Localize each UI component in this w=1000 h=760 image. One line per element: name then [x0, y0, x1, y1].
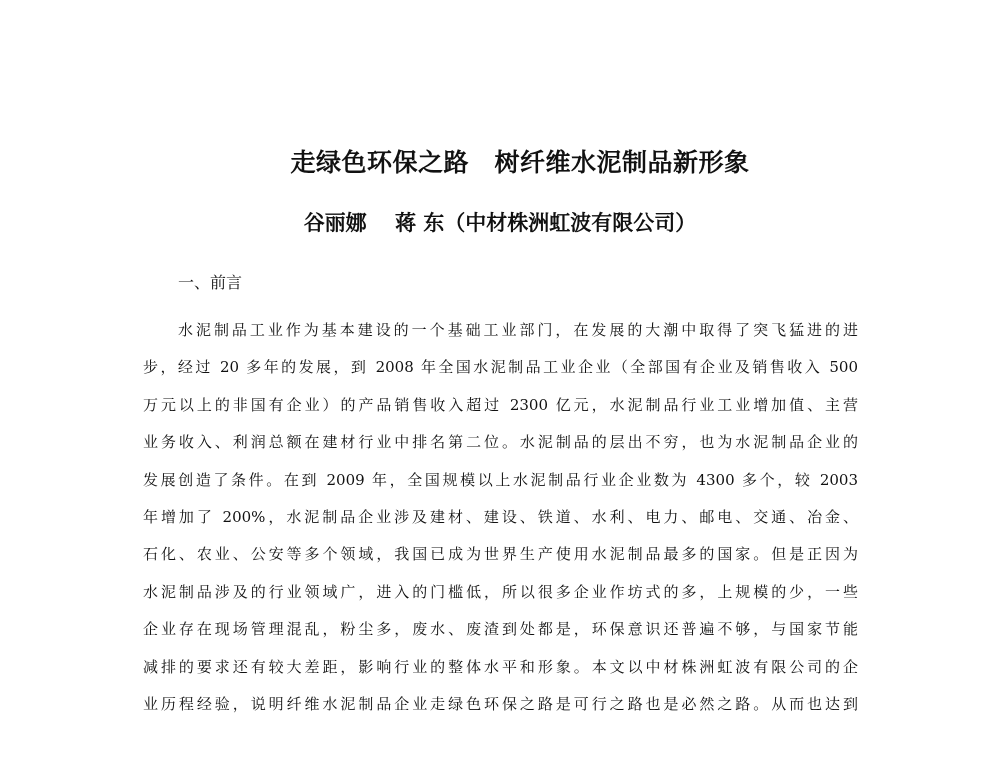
author-line: 谷丽娜 蒋 东（中材株洲虹波有限公司）: [303, 210, 697, 235]
text-line: 减排的要求还有较大差距，影响行业的整体水平和形象。本文以中材株洲虹波有限公司的企: [143, 657, 858, 676]
text-line: 年增加了 200%，水泥制品企业涉及建材、建设、铁道、水利、电力、邮电、交通、冶金、: [143, 507, 858, 526]
text-line: 发展创造了条件。在到 2009 年，全国规模以上水泥制品行业企业数为 4300 多个，较 2003: [143, 470, 858, 489]
body-paragraph: [143, 312, 858, 723]
section-heading: 一、前言: [178, 273, 243, 292]
document-title: 走绿色环保之路 树纤维水泥制品新形象: [290, 148, 750, 177]
text-line: 石化、农业、公安等多个领域，我国已成为世界生产使用水泥制品最多的国家。但是正因为: [143, 545, 858, 564]
text-line: 步，经过 20 多年的发展，到 2008 年全国水泥制品工业企业（全部国有企业及销售收入 500: [143, 358, 858, 377]
text-line: 水泥制品涉及的行业领域广，进入的门槛低，所以很多企业作坊式的多，上规模的少，一些: [143, 582, 858, 601]
text-line: 业历程经验，说明纤维水泥制品企业走绿色环保之路是可行之路也是必然之路。从而也达到: [143, 694, 858, 713]
text-line: 万元以上的非国有企业）的产品销售收入超过 2300 亿元，水泥制品行业工业增加值、主营: [143, 395, 858, 414]
text-line: 业务收入、利润总额在建材行业中排名第二位。水泥制品的层出不穷，也为水泥制品企业的: [143, 433, 858, 452]
text-line: 水泥制品工业作为基本建设的一个基础工业部门，在发展的大潮中取得了突飞猛进的进: [178, 321, 858, 339]
text-line: 企业存在现场管理混乱，粉尘多，废水、废渣到处都是，环保意识还普遍不够，与国家节能: [143, 620, 858, 639]
